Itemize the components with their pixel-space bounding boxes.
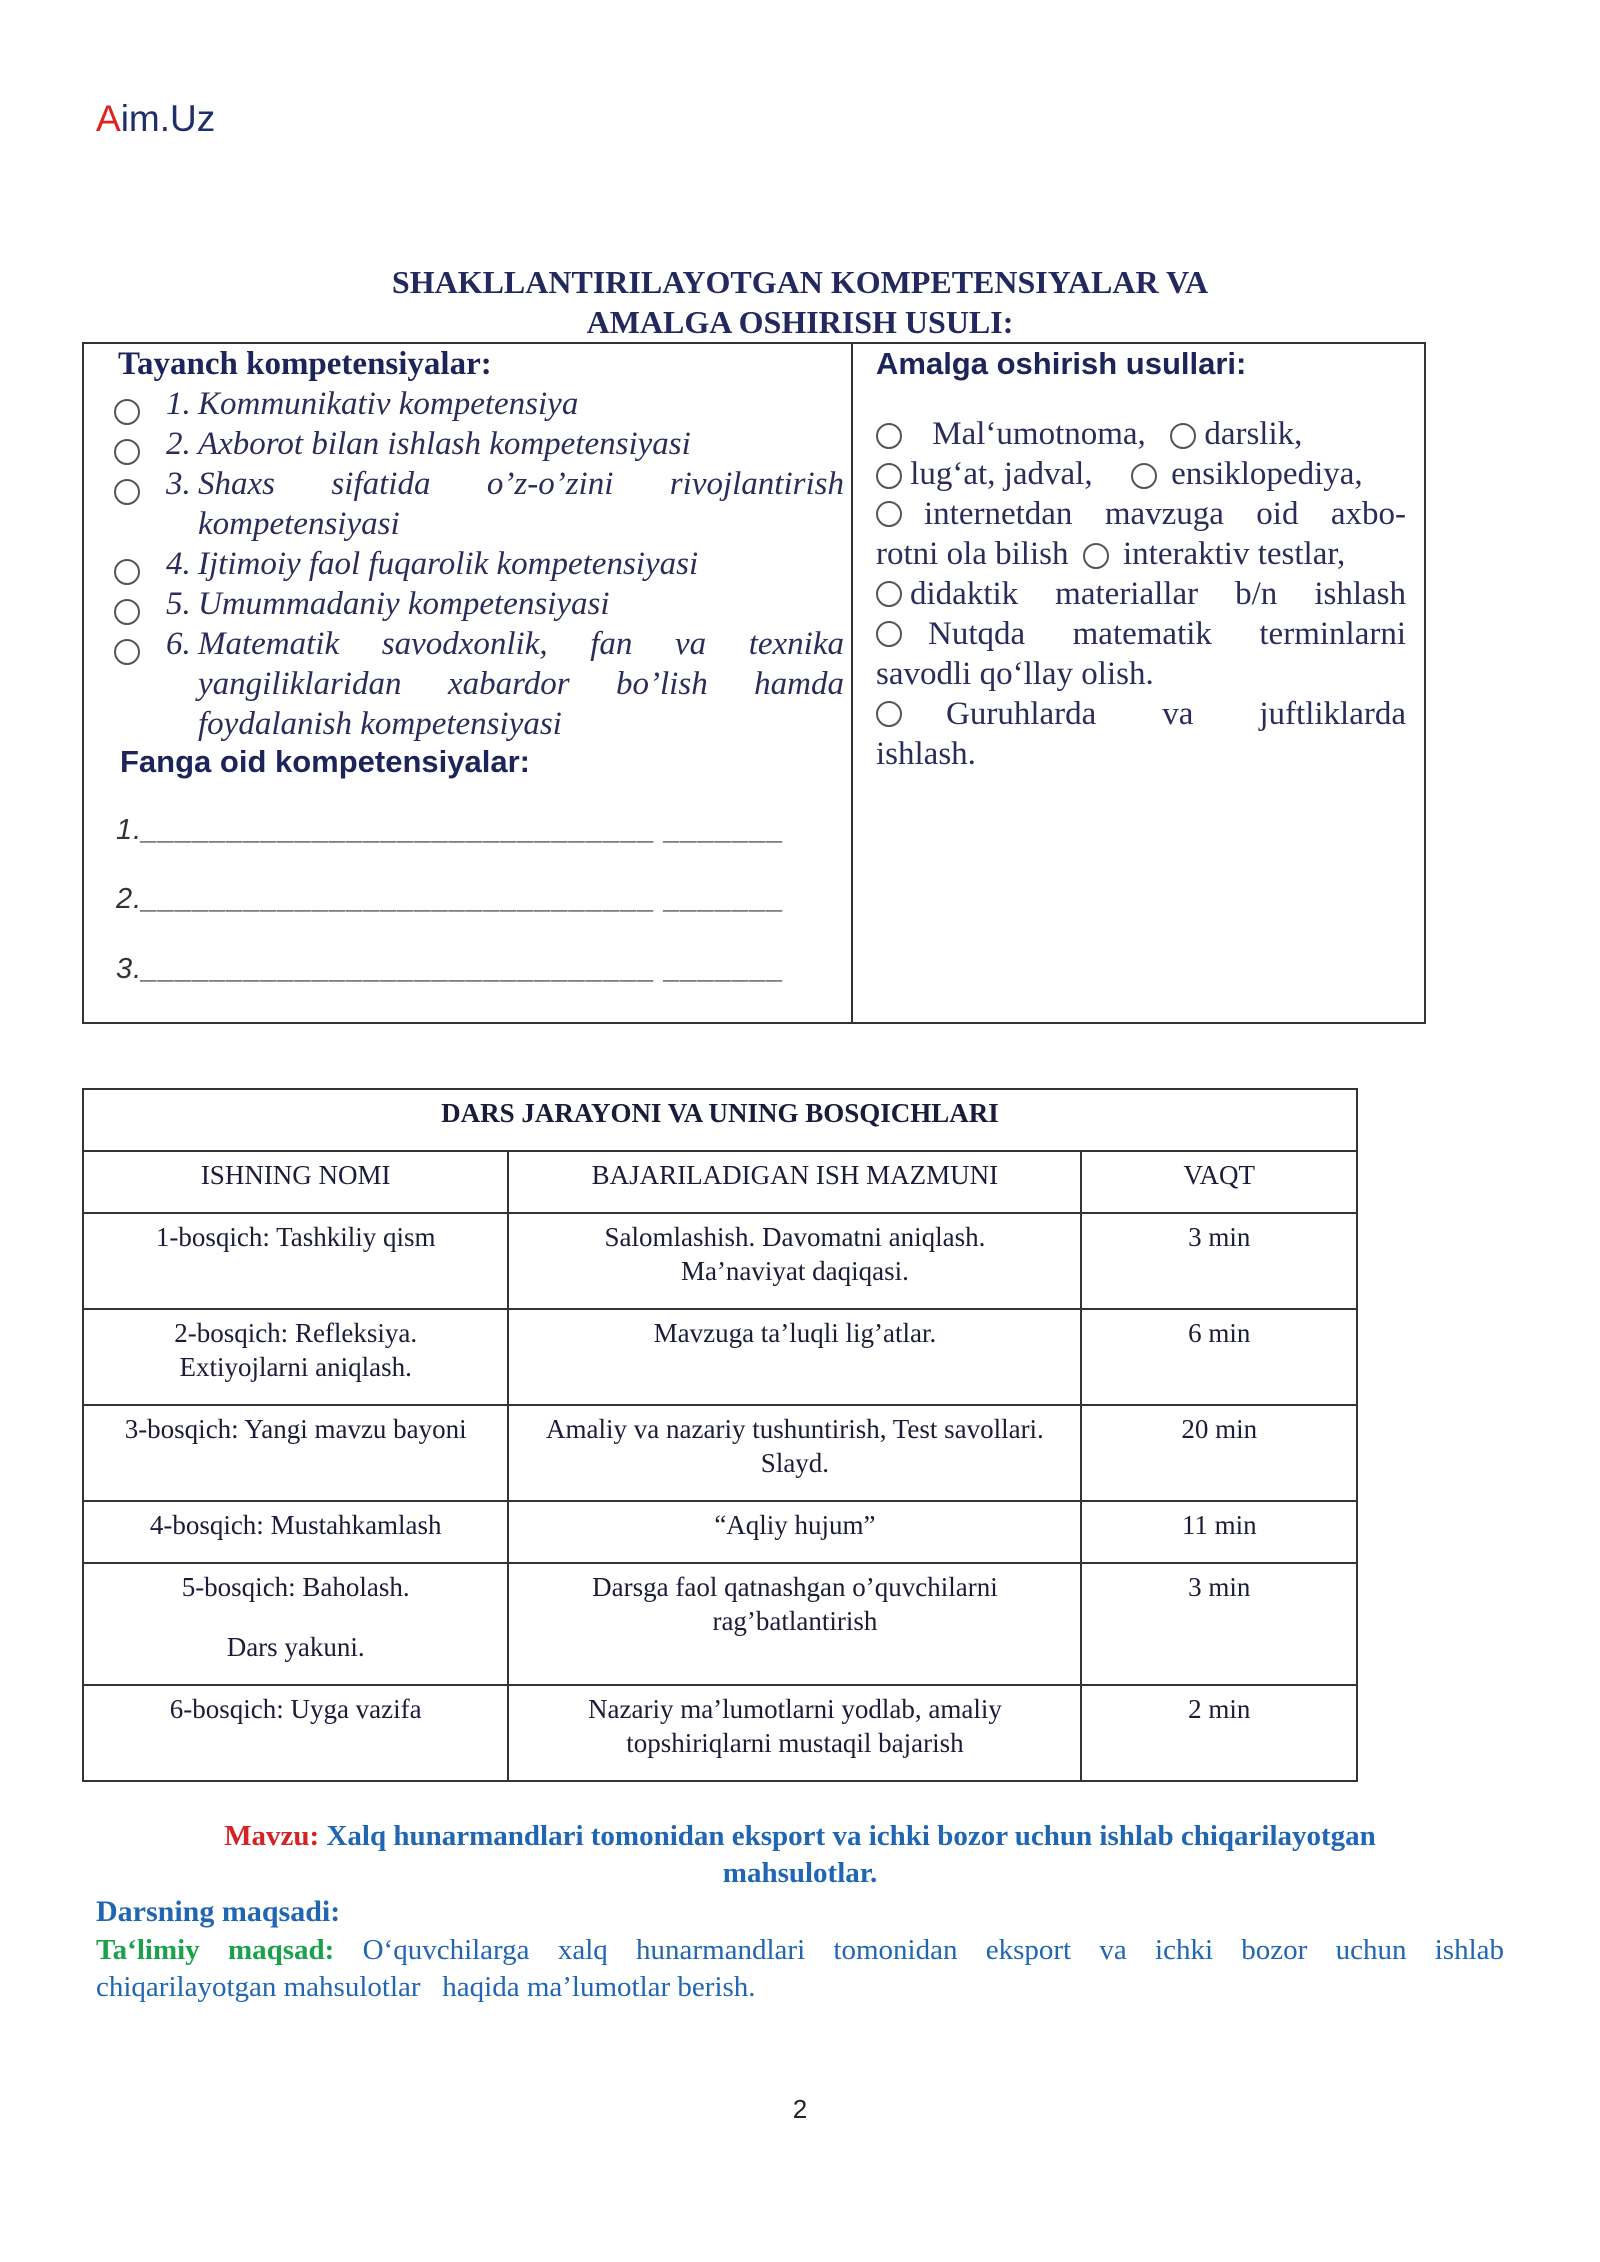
table-row: 6-bosqich: Uyga vazifa Nazariy ma’lumotlarni yodlab, amaliy topshiriqlarni mustaqil bajarish 2 min [83, 1685, 1357, 1781]
table-row: 2-bosqich: Refleksiya. Extiyojlarni aniqlash. Mavzuga ta’luqli lig’atlar. 6 min [83, 1309, 1357, 1405]
competency-item-5: 5. Umummadaniy kompetensiyasi [114, 584, 844, 630]
competency-item-6: 6. Matematik savodxonlik, fan va texnika [114, 624, 844, 670]
methods-line-4: rotni ola bilish interaktiv testlar, [876, 536, 1346, 572]
subject-competency-blank-3[interactable]: 3.______________________________ _______ [116, 953, 785, 985]
table-row: 1-bosqich: Tashkiliy qism Salomlashish. Davomatni aniqlash. Ma’naviyat daqiqasi. 3 min [83, 1213, 1357, 1309]
educational-goal-label: Ta‘limiy maqsad: [96, 1934, 335, 1966]
topic-label: Mavzu: [224, 1820, 320, 1852]
methods-line-2: lug‘at, jadval, ensiklopediya, [876, 454, 1426, 494]
competency-item-2: 2. Axborot bilan ishlash kompetensiyasi [114, 424, 844, 470]
radio-icon[interactable] [876, 463, 902, 489]
radio-icon[interactable] [114, 439, 140, 465]
radio-icon[interactable] [876, 581, 902, 607]
topic-text-line2: mahsulotlar. [722, 1857, 878, 1889]
methods-line-9: ishlash. [876, 736, 976, 772]
column-header-time: VAQT [1081, 1151, 1357, 1213]
methods-title: Amalga oshirish usullari: [876, 346, 1247, 381]
lesson-goal-title: Darsning maqsadi: [96, 1895, 341, 1928]
subject-competency-blank-1[interactable]: 1.______________________________ _______ [116, 814, 785, 846]
radio-icon[interactable] [114, 479, 140, 505]
competency-item-4: 4. Ijtimoiy faol fuqarolik kompetensiyasi [114, 544, 844, 590]
table-title: DARS JARAYONI VA UNING BOSQICHLARI [83, 1089, 1357, 1151]
competencies-box: Tayanch kompetensiyalar: 1. Kommunikativ kompetensiya 2. Axborot bilan ishlash kompetensiyasi 3. Shaxs sifatida o’z-o’zini rivojlantirish kompetensiyasi 4. Ijtimoiy faol fuqarolik kompetensiyasi 5. Umummadaniy kompetensiyasi 6. Matematik savodxonlik, fan va texnika yangiliklaridan xabardor bo’lish hamda foydalanish kompetensiyasi Fanga oid kompetensiyalar: 1.______________________________ _______ 2.______________________________ _______ 3.______________________________ _______ Amalga oshirish usullari: Mal‘umotnoma, darslik, lug‘at, jadval, ensiklopediya, internetdan mavzuga oid axbo- rotni ola bilish interaktiv testlar, didaktik materiallar b/n ishlash Nutqda matematik terminlarni savodli qo‘llay olish. Guruhlarda va juftliklarda ishlash. [82, 342, 1426, 1024]
methods-line-6: Nutqda matematik terminlarni [876, 614, 1406, 654]
competency-item-3: 3. Shaxs sifatida o’z-o’zini rivojlantirish [114, 464, 844, 510]
methods-line-1: Mal‘umotnoma, darslik, [876, 414, 1426, 454]
site-logo [96, 98, 215, 140]
radio-icon[interactable] [876, 501, 902, 527]
competency-item-1: 1. Kommunikativ kompetensiya [114, 384, 844, 430]
radio-icon[interactable] [1131, 463, 1157, 489]
core-competencies-title: Tayanch kompetensiyalar: [118, 346, 492, 382]
section-heading-line1: SHAKLLANTIRILAYOTGAN KOMPETENSIYALAR VA [391, 264, 1209, 300]
logo-rest: im.Uz [120, 98, 216, 139]
methods-line-3: internetdan mavzuga oid axbo- [876, 494, 1406, 534]
logo-first-letter: A [96, 98, 121, 139]
radio-icon[interactable] [114, 639, 140, 665]
educational-goal-line2: chiqarilayotgan mahsulotlar haqida ma’lumotlar berish. [96, 1971, 756, 2003]
educational-goal-line1: Ta‘limiy maqsad: O‘quvchilarga xalq hunarmandlari tomonidan eksport va ichki bozor uchun ishlab [96, 1934, 1505, 1966]
topic-text-line1: Xalq hunarmandlari tomonidan eksport va ichki bozor uchun ishlab chiqarilayotgan [326, 1820, 1376, 1852]
radio-icon[interactable] [114, 599, 140, 625]
radio-icon[interactable] [876, 423, 902, 449]
column-header-name: ISHNING NOMI [83, 1151, 508, 1213]
radio-icon[interactable] [114, 399, 140, 425]
column-header-content: BAJARILADIGAN ISH MAZMUNI [508, 1151, 1081, 1213]
methods-line-5: didaktik materiallar b/n ishlash [876, 574, 1406, 614]
page-number: 2 [792, 2094, 808, 2124]
table-row: 4-bosqich: Mustahkamlash “Aqliy hujum” 11 min [83, 1501, 1357, 1563]
methods-line-7: savodli qo‘llay olish. [876, 656, 1154, 692]
radio-icon[interactable] [1083, 543, 1109, 569]
radio-icon[interactable] [1170, 423, 1196, 449]
radio-icon[interactable] [876, 701, 902, 727]
column-divider [851, 344, 853, 1022]
subject-competencies-title: Fanga oid kompetensiyalar: [120, 744, 530, 779]
subject-competency-blank-2[interactable]: 2.______________________________ _______ [116, 883, 785, 915]
table-row: 5-bosqich: Baholash. Dars yakuni. Darsga faol qatnashgan o’quvchilarni rag’batlantirish 3 min [83, 1563, 1357, 1685]
lesson-stages-table [82, 1088, 1358, 1782]
lesson-topic [0, 1818, 1600, 1892]
section-heading-line2: AMALGA OSHIRISH USULI: [586, 304, 1014, 340]
radio-icon[interactable] [876, 621, 902, 647]
methods-line-8: Guruhlarda va juftliklarda [876, 694, 1406, 734]
table-row: 3-bosqich: Yangi mavzu bayoni Amaliy va nazariy tushuntirish, Test savollari. Slayd. 20 min [83, 1405, 1357, 1501]
radio-icon[interactable] [114, 559, 140, 585]
